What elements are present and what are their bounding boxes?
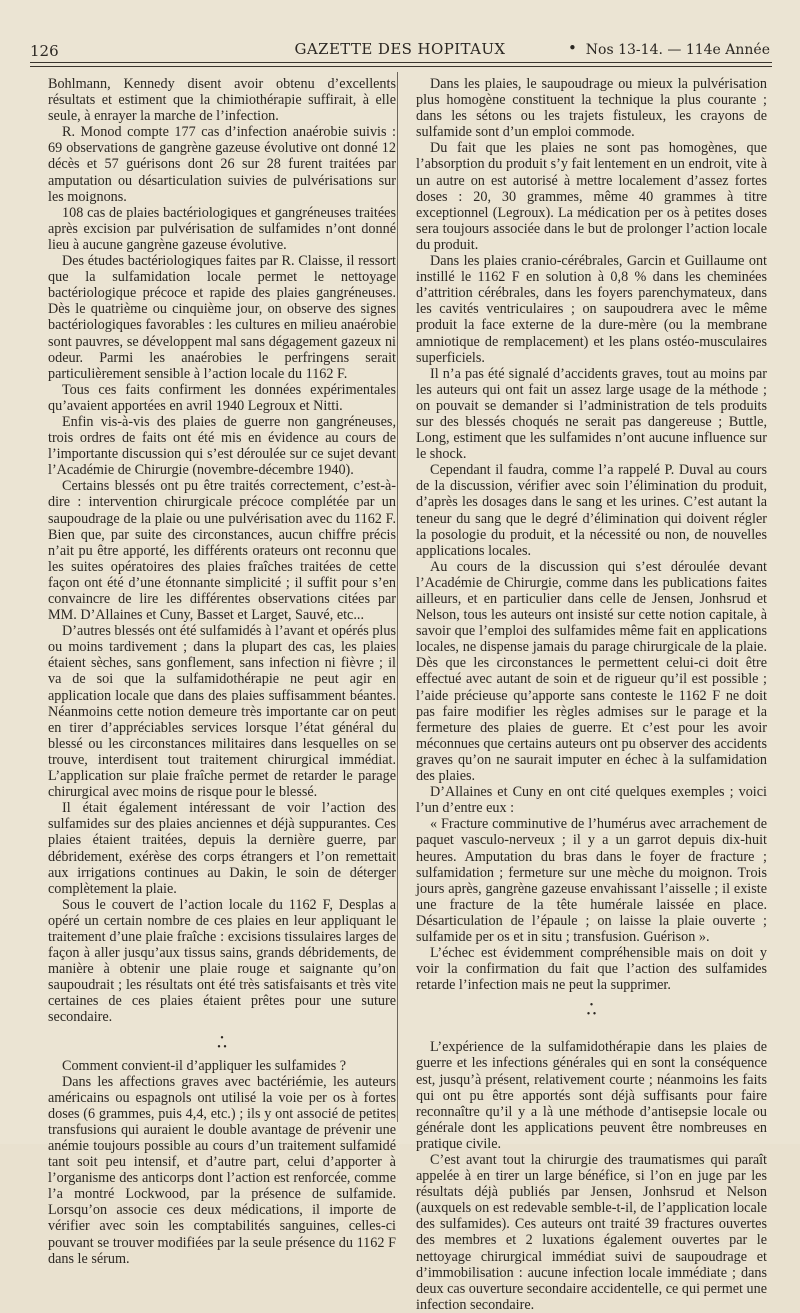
paragraph: Au cours de la discussion qui s’est déroulée devant l’Académie de Chirurgie, comme dans les publications faites ailleurs, et en particulier dans celle de Jensen, Jonhsrud et Nelson, tous les auteurs ont insisté sur cette notion capitale, à savoir que l’emploi des sulfamides même fait en applications locales, ne dispense jamais du parage chirurgicale de la plaie. Dès que les circonstances le permettent celui-ci doit être effectué avec autant de soin et de rigueur qu’il est possible ; l’aide précieuse qu’apporte sans conteste le 1162 F ne doit pas faire modifier les règles admises sur le parage et la fermeture des plaies de guerre. Et c’est pour les avoir méconnues que certains auteurs ont pu observer des accidents graves qu’on ne saurait imputer en échec à la sulfamidation des plaies. — [416, 558, 767, 785]
left-column — [48, 76, 396, 1267]
ornament-bottom: • • — [586, 1009, 597, 1021]
paragraph: 108 cas de plaies bactériologiques et gangréneuses traitées après excision par pulvérisation de sulfamides n’ont donné lieu à aucune gangrène gazeuse évolutive. — [48, 204, 396, 253]
section-ornament — [48, 1034, 396, 1052]
paragraph: Tous ces faits confirment les données expérimentales qu’avaient apportées en avril 1940 Legroux et Nitti. — [48, 381, 396, 414]
paragraph: L’expérience de la sulfamidothérapie dans les plaies de guerre et les infections générales qui en sont la conséquence est, jusqu’à présent, relativement courte ; néanmoins les faits qui ont pu être apportés sont déjà suffisants pour faire reconnaître qu’il y a là une méthode d’antisepsie locale ou générale dont les applications peuvent être nombreuses en pratique civile. — [416, 1039, 767, 1152]
paragraph: Sous le couvert de l’action locale du 1162 F, Desplas a opéré un certain nombre de ces plaies en leur appliquant le traitement d’une plaie fraîche : excisions tissulaires larges de façon à aller jusqu’aux tissus sains, grands débridements, de manière à obtenir une plaie rouge et saignante qu’on saupoudrait ; les résultats ont été très satisfaisants et très vite certaines de ces plaies étaient prêtes pour une suture secondaire. — [48, 896, 396, 1026]
paragraph: Bohlmann, Kennedy disent avoir obtenu d’excellents résultats et estiment que la chimiothérapie suffirait, à elle seule, à enrayer la marche de l’infection. — [48, 76, 396, 125]
paragraph: Enfin vis-à-vis des plaies de guerre non gangréneuses, trois ordres de faits ont été mis en évidence au cours de l’importante discussion qui s’est déroulée sur ce sujet devant l’Académie de Chirurgie (novembre-décembre 1940). — [48, 413, 396, 479]
section-ornament — [416, 1001, 767, 1019]
header-separator: • — [568, 39, 577, 57]
paragraph: Il n’a pas été signalé d’accidents graves, tout au moins par les auteurs qui ont fait un assez large usage de la méthode ; on pouvait se demander si l’administration de tels produits sur des blessés choqués ne serait pas dangereuse ; Buttle, Long, estiment que les sulfamides n’ont aucune influence sur le shock. — [416, 365, 767, 463]
issue-info: Nos 13-14. — 114e Année — [585, 42, 770, 58]
ornament-bottom: • • — [217, 1041, 227, 1053]
right-column — [416, 76, 767, 1313]
paragraph: Il était également intéressant de voir l’action des sulfamides sur des plaies anciennes et déjà suppurantes. Ces plaies étaient traitées, depuis la dernière guerre, par débridement, exérèse des corps étrangers et l’on remettait aux irrigations continues au Dakin, le soin de déterger complètement la plaie. — [48, 800, 396, 897]
journal-title: GAZETTE DES HOPITAUX — [294, 40, 506, 58]
ornament-top: • — [220, 1032, 224, 1044]
paragraph: C’est avant tout la chirurgie des traumatismes qui paraît appelée à en tirer un large bénéfice, si l’on en juge par les résultats déjà publiés par Jensen, Jonhsrud et Nelson (auxquels on est redevable semble-t-il, de l’application locale des sulfamides). Ces auteurs ont traité 39 fractures ouvertes des membres et 2 luxations également ouvertes par le nettoyage chirurgical immédiat suivi de saupoudrage et d’immobilisation : aucune infection locale immédiate ; dans deux cas ouverture secondaire accidentelle, ce qui permet une infection secondaire. — [416, 1152, 767, 1313]
header-rule — [30, 62, 772, 63]
ornament-top: • — [589, 1000, 594, 1012]
case-quote: « Fracture comminutive de l’humérus avec arrachement de paquet vasculo-nerveux ; il y a un garrot depuis dix-huit heures. Amputation du bras dans le foyer de fracture ; sulfamidation ; fermeture sur une mèche du moignon. Trois jours après, gangrène gazeuse envahissant l’aisselle ; il existe une fracture de la tête humérale laissée en place. Désarticulation de l’épaule ; on laisse la plaie ouverte ; sulfamide per os et in situ ; transfusion. Guérison ». — [416, 816, 767, 945]
paragraph: Dans les plaies, le saupoudrage ou mieux la pulvérisation plus homogène constituent la technique la plus courante ; dans les sétons ou les trajets fistuleux, les crayons de sulfamide sont d’un emploi commode. — [416, 76, 767, 141]
paragraph: Des études bactériologiques faites par R. Claisse, il ressort que la sulfamidation locale permet le nettoyage bactériologique précoce et rapide des plaies gangréneuses. Dès le quatrième ou cinquième jour, on observe des signes bactériologiques favorables : les cultures en milieu anaérobie sont pauvres, se développent mal sans dégagement gazeux ni odeur. Parmi les anaérobies le perfringens serait particulièrement sensible à l’action locale du 1162 F. — [48, 253, 396, 382]
paragraph: R. Monod compte 177 cas d’infection anaérobie suivis : 69 observations de gangrène gazeuse évolutive ont donné 12 décès et 57 guérisons dont 26 sur 28 furent traitées par amputation ou désarticulation suivies de pulvérisations sur les moignons. — [48, 124, 396, 205]
paragraph: D’Allaines et Cuny en ont cité quelques exemples ; voici l’un d’entre eux : — [416, 784, 767, 817]
page-number: 126 — [30, 42, 59, 60]
paragraph: Du fait que les plaies ne sont pas homogènes, que l’absorption du produit s’y fait lentement en un endroit, vite à un autre on est autorisé à mettre localement d’assez fortes doses : 20, 30 grammes, même 40 grammes à titre exceptionnel (Legroux). La médication per os à petites doses sera toujours associée dans le but de prolonger l’action locale du produit. — [416, 140, 767, 253]
header-rule-secondary — [30, 66, 772, 67]
running-header — [30, 40, 770, 62]
paragraph: Dans les plaies cranio-cérébrales, Garcin et Guillaume ont instillé le 1162 F en solution à 0,8 % dans les cheminées d’attrition cérébrales, dans les foyers parenchymateux, dans les cavités ventriculaires ; on saupoudrera avec le même produit la face externe de la dure-mère (ou la membrane amniotique de remplacement) et les plans ostéo-musculaires superficiels. — [416, 253, 767, 366]
column-divider — [397, 72, 398, 1122]
paragraph: Certains blessés ont pu être traités correctement, c’est-à-dire : intervention chirurgicale précoce complétée par un saupoudrage de la plaie ou une pulvérisation avec du 1162 F. Bien que, par suite des circonstances, aucun chiffre précis n’ait pu être apporté, les différents orateurs ont reconnu que les suites opératoires des plaies fraîches traitées de cette façon ont été d’une étonnante simplicité ; il suffit pour s’en convaincre de lire les différentes observations citées par MM. D’Allaines et Cuny, Basset et Larget, Sauvé, etc... — [48, 478, 396, 624]
paragraph: Cependant il faudra, comme l’a rappelé P. Duval au cours de la discussion, vérifier avec soin l’élimination du produit, d’après les dosages dans le sang et les urines. C’est autant la teneur du sang que le degré d’élimination qui doivent régler la posologie du produit, et la nécessité ou non, de nouvelles applications locales. — [416, 462, 767, 559]
paragraph: L’échec est évidemment compréhensible mais on doit y voir la confirmation du fait que l’action des sulfamides retarde l’infection mais ne peut la supprimer. — [416, 945, 767, 994]
section-spacer — [416, 1025, 767, 1039]
paragraph: Dans les affections graves avec bactériémie, les auteurs américains ou espagnols ont utilisé la voie per os à fortes doses (6 grammes, puis 4,4, etc.) ; ils y ont associé de petites transfusions qui auraient le double avantage de prévenir une anémie toujours possible au cours d’un traitement sulfamidé tant soit peu intensif, et d’autre part, celui d’apporter à l’organisme des anticorps dont l’action est renforcée, comme l’a montré Lockwood, par la présence de sulfamide. Lorsqu’on associe ces deux médications, il importe de vérifier avec soin les comptabilités sanguines, celles-ci pouvant se trouver modifiées par la seule présence du 1162 F dans le sérum. — [48, 1073, 396, 1267]
paragraph: D’autres blessés ont été sulfamidés à l’avant et opérés plus ou moins tardivement ; dans la plupart des cas, les plaies étaient sèches, sans gonflement, sans infection ni fièvre ; il va de soi que la sulfamidothérapie ne peut agir en application locale que dans des plaies suffisamment béantes. Néanmoins cette notion demeure très importante car on peut en tirer d’appréciables services lorsque l’état général du blessé ou les circonstances militaires dans lesquelles on se trouve, interdisent tout traitement chirurgical immédiat. L’application sur plaie fraîche permet de retarder le parage chirurgical avec moins de risque pour le blessé. — [48, 623, 396, 801]
section-question: Comment convient-il d’appliquer les sulfamides ? — [62, 1057, 347, 1074]
